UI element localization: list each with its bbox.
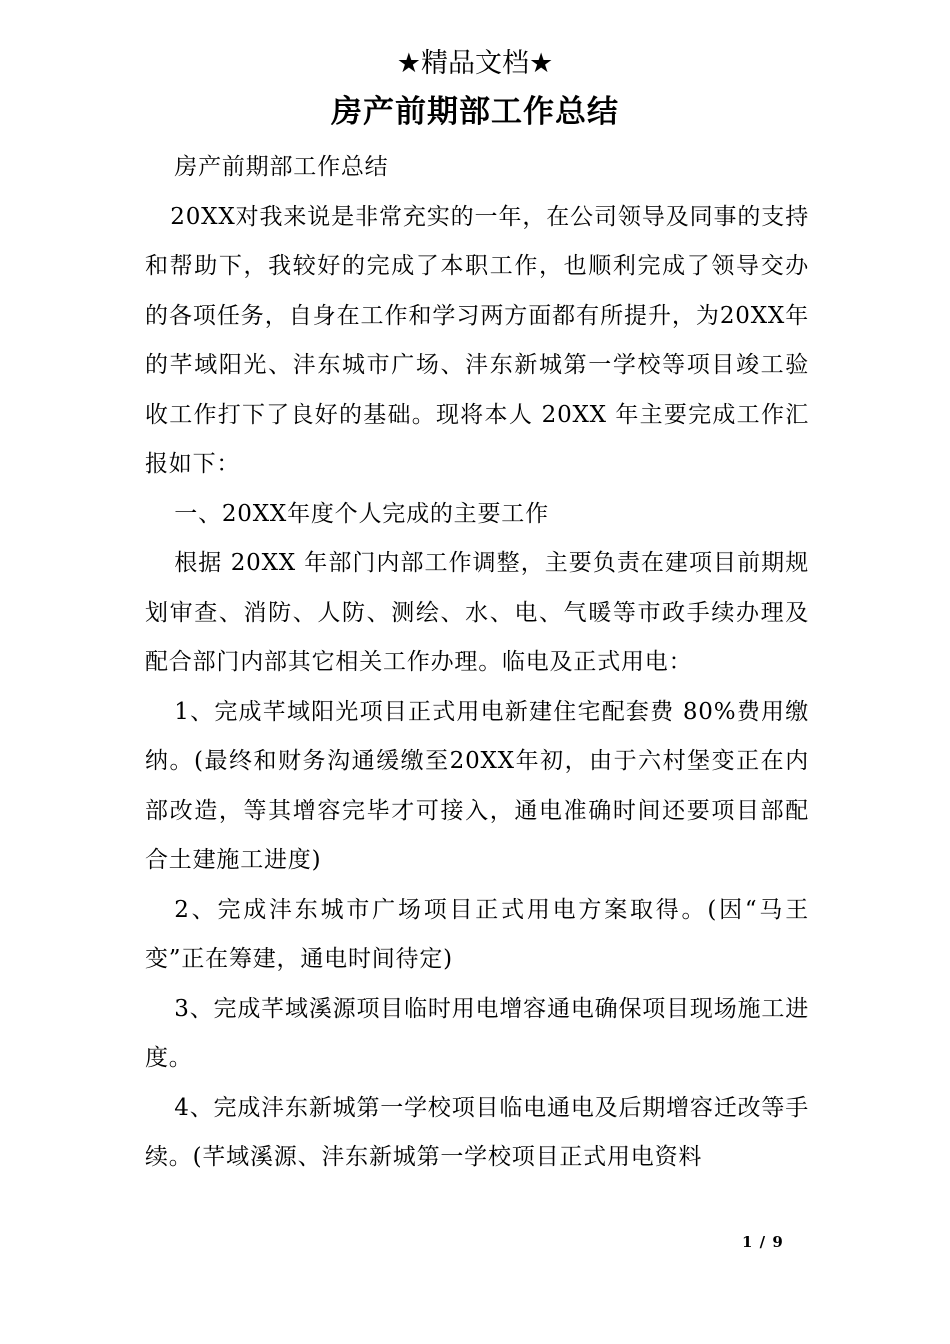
document-body (145, 143, 809, 1183)
page-number: 1 / 9 (742, 1233, 784, 1251)
paragraph-responsibilities: 根据 20XX 年部门内部工作调整，主要负责在建项目前期规划审查、消防、人防、测绘、水、电、气暖等市政手续办理及配合部门内部其它相关工作办理。临电及正式用电： (145, 550, 809, 675)
paragraph-item-1: 1、完成芊域阳光项目正式用电新建住宅配套费 80%费用缴纳。(最终和财务沟通缓缴至20XX年初，由于六村堡变正在内部改造，等其增容完毕才可接入，通电准确时间还要项目部配合土建施工进度) (145, 698, 809, 873)
paragraph-subtitle: 房产前期部工作总结 (174, 154, 389, 180)
page-header: ★精品文档★ (396, 48, 554, 79)
paragraph-section-heading: 一、20XX年度个人完成的主要工作 (174, 500, 549, 527)
paragraph-item-2: 2、完成沣东城市广场项目正式用电方案取得。(因“马王变”正在筹建，通电时间待定) (145, 896, 809, 972)
paragraph-item-4: 4、完成沣东新城第一学校项目临电通电及后期增容迁改等手续。(芊域溪源、沣东新城第一学校项目正式用电资料 (145, 1094, 809, 1170)
paragraph-item-3: 3、完成芊域溪源项目临时用电增容通电确保项目现场施工进度。 (145, 995, 809, 1071)
paragraph-intro: 20XX对我来说是非常充实的一年，在公司领导及同事的支持和帮助下，我较好的完成了本职工作，也顺利完成了领导交办的各项任务，自身在工作和学习两方面都有所提升，为20XX年的芊域阳光、沣东城市广场、沣东新城第一学校等项目竣工验收工作打下了良好的基础。现将本人 20XX 年主要完成工作汇报如下： (145, 203, 809, 477)
document-title: 房产前期部工作总结 (331, 94, 619, 130)
